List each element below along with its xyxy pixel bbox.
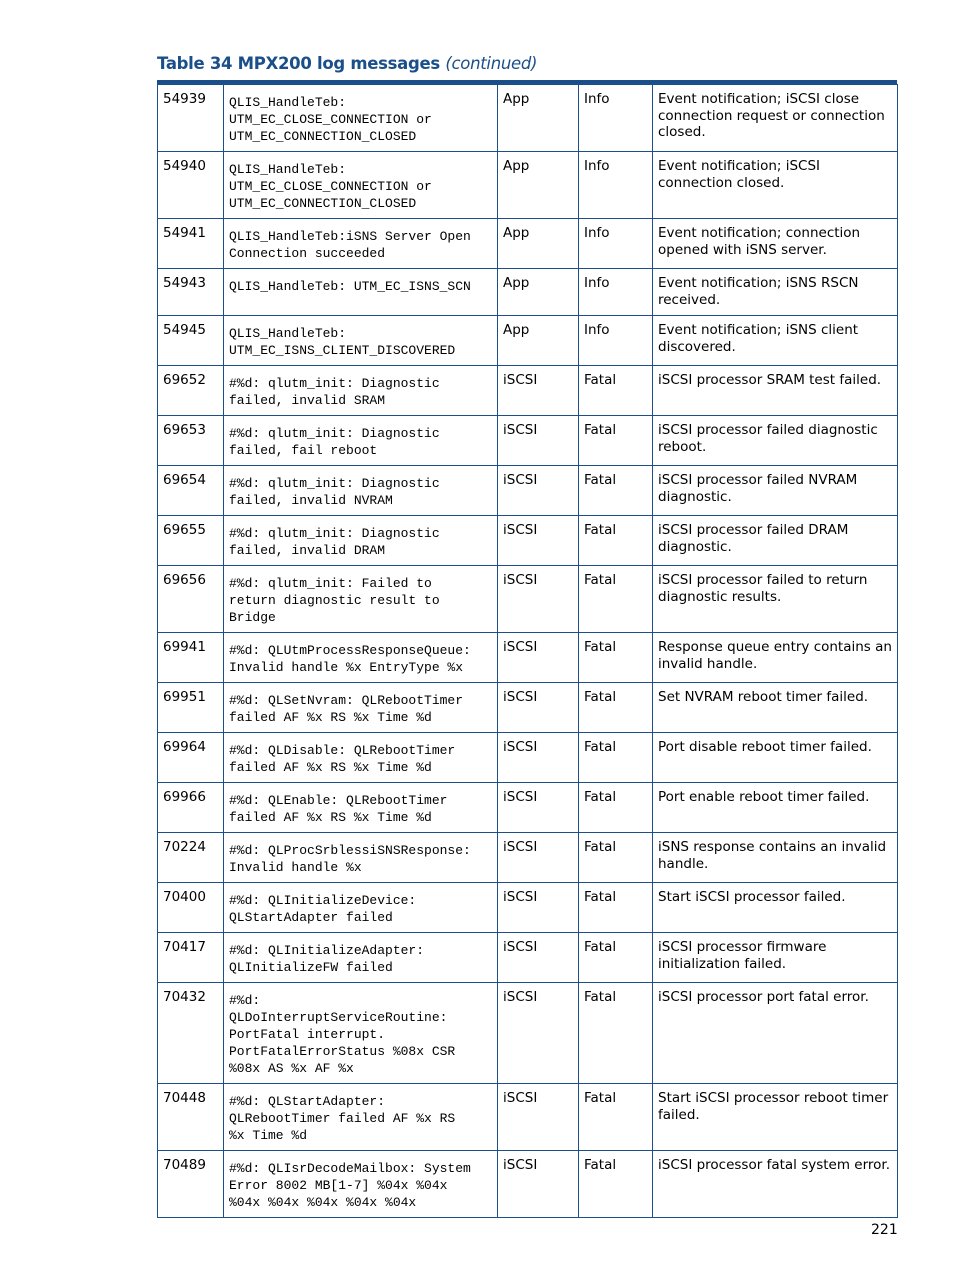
message-id-cell: 54940 [158,152,224,219]
page-number: 221 [871,1222,898,1238]
message-id-cell: 69652 [158,366,224,416]
description-cell: Event notification; connection opened with iSNS server. [653,219,898,269]
message-id-cell: 70448 [158,1084,224,1151]
table-row [158,733,898,783]
message-text-cell: #%d: QLUtmProcessResponseQueue: Invalid handle %x EntryType %x [224,633,498,683]
message-text-cell: #%d: QLDoInterruptServiceRoutine: PortFatal interrupt. PortFatalErrorStatus %08x CSR %08x AS %x AF %x [224,983,498,1084]
message-text-cell: #%d: qlutm_init: Failed to return diagnostic result to Bridge [224,566,498,633]
table-title: Table 34 MPX200 log messages [157,54,440,73]
message-text-cell: #%d: qlutm_init: Diagnostic failed, invalid NVRAM [224,466,498,516]
message-text-cell: QLIS_HandleTeb: UTM_EC_CLOSE_CONNECTION or UTM_EC_CONNECTION_CLOSED [224,85,498,152]
module-cell: iSCSI [498,833,579,883]
table-row [158,983,898,1084]
message-text-cell: #%d: QLSetNvram: QLRebootTimer failed AF %x RS %x Time %d [224,683,498,733]
message-text-cell: QLIS_HandleTeb:iSNS Server Open Connection succeeded [224,219,498,269]
table-row [158,833,898,883]
message-text-cell: #%d: QLDisable: QLRebootTimer failed AF %x RS %x Time %d [224,733,498,783]
description-cell: Port enable reboot timer failed. [653,783,898,833]
table-row [158,883,898,933]
table-row [158,269,898,316]
module-cell: iSCSI [498,933,579,983]
level-cell: Fatal [579,516,653,566]
message-id-cell: 70400 [158,883,224,933]
level-cell: Fatal [579,833,653,883]
table-row [158,416,898,466]
message-text-cell: #%d: QLProcSrblessiSNSResponse: Invalid handle %x [224,833,498,883]
module-cell: iSCSI [498,566,579,633]
module-cell: iSCSI [498,883,579,933]
level-cell: Fatal [579,983,653,1084]
description-cell: Event notification; iSNS client discovered. [653,316,898,366]
module-cell: iSCSI [498,516,579,566]
table-row [158,516,898,566]
message-id-cell: 54939 [158,85,224,152]
log-table-body [158,85,898,1218]
module-cell: App [498,269,579,316]
level-cell: Info [579,152,653,219]
description-cell: iSNS response contains an invalid handle. [653,833,898,883]
table-row [158,633,898,683]
module-cell: App [498,316,579,366]
module-cell: iSCSI [498,733,579,783]
message-id-cell: 70432 [158,983,224,1084]
description-cell: iSCSI processor failed diagnostic reboot. [653,416,898,466]
message-id-cell: 70417 [158,933,224,983]
level-cell: Fatal [579,783,653,833]
module-cell: iSCSI [498,416,579,466]
description-cell: Event notification; iSCSI connection closed. [653,152,898,219]
description-cell: Start iSCSI processor reboot timer failed. [653,1084,898,1151]
description-cell: iSCSI processor failed to return diagnostic results. [653,566,898,633]
level-cell: Info [579,269,653,316]
message-text-cell: QLIS_HandleTeb: UTM_EC_ISNS_CLIENT_DISCOVERED [224,316,498,366]
table-row [158,219,898,269]
level-cell: Info [579,85,653,152]
message-text-cell: QLIS_HandleTeb: UTM_EC_ISNS_SCN [224,269,498,316]
level-cell: Fatal [579,566,653,633]
message-id-cell: 54945 [158,316,224,366]
level-cell: Info [579,219,653,269]
log-messages-table [157,84,898,1218]
table-row [158,466,898,516]
level-cell: Fatal [579,633,653,683]
table-row [158,152,898,219]
level-cell: Fatal [579,733,653,783]
level-cell: Fatal [579,933,653,983]
level-cell: Fatal [579,683,653,733]
message-id-cell: 69964 [158,733,224,783]
description-cell: iSCSI processor firmware initialization failed. [653,933,898,983]
description-cell: iSCSI processor port fatal error. [653,983,898,1084]
message-id-cell: 69966 [158,783,224,833]
message-id-cell: 70489 [158,1151,224,1218]
table-row [158,85,898,152]
message-id-cell: 69653 [158,416,224,466]
table-row [158,1151,898,1218]
table-row [158,683,898,733]
message-text-cell: #%d: qlutm_init: Diagnostic failed, invalid DRAM [224,516,498,566]
level-cell: Fatal [579,1084,653,1151]
message-text-cell: #%d: QLInitializeAdapter: QLInitializeFW failed [224,933,498,983]
table-continued-note: (continued) [445,54,538,73]
message-id-cell: 69951 [158,683,224,733]
message-id-cell: 70224 [158,833,224,883]
level-cell: Fatal [579,366,653,416]
description-cell: Event notification; iSNS RSCN received. [653,269,898,316]
message-text-cell: #%d: qlutm_init: Diagnostic failed, fail reboot [224,416,498,466]
table-row [158,566,898,633]
table-row [158,783,898,833]
message-text-cell: #%d: QLEnable: QLRebootTimer failed AF %x RS %x Time %d [224,783,498,833]
module-cell: iSCSI [498,683,579,733]
message-text-cell: #%d: qlutm_init: Diagnostic failed, invalid SRAM [224,366,498,416]
module-cell: iSCSI [498,783,579,833]
message-id-cell: 69941 [158,633,224,683]
description-cell: Event notification; iSCSI close connection request or connection closed. [653,85,898,152]
level-cell: Info [579,316,653,366]
message-text-cell: #%d: QLIsrDecodeMailbox: System Error 8002 MB[1-7] %04x %04x %04x %04x %04x %04x %04x [224,1151,498,1218]
module-cell: iSCSI [498,1084,579,1151]
description-cell: Port disable reboot timer failed. [653,733,898,783]
table-row [158,366,898,416]
message-text-cell: #%d: QLStartAdapter: QLRebootTimer failed AF %x RS %x Time %d [224,1084,498,1151]
message-text-cell: QLIS_HandleTeb: UTM_EC_CLOSE_CONNECTION or UTM_EC_CONNECTION_CLOSED [224,152,498,219]
level-cell: Fatal [579,416,653,466]
table-row [158,1084,898,1151]
message-id-cell: 54941 [158,219,224,269]
module-cell: iSCSI [498,1151,579,1218]
message-id-cell: 69654 [158,466,224,516]
table-row [158,316,898,366]
message-id-cell: 69655 [158,516,224,566]
description-cell: Start iSCSI processor failed. [653,883,898,933]
module-cell: App [498,85,579,152]
module-cell: App [498,219,579,269]
module-cell: App [498,152,579,219]
description-cell: Set NVRAM reboot timer failed. [653,683,898,733]
description-cell: Response queue entry contains an invalid handle. [653,633,898,683]
table-row [158,933,898,983]
description-cell: iSCSI processor failed NVRAM diagnostic. [653,466,898,516]
module-cell: iSCSI [498,983,579,1084]
module-cell: iSCSI [498,633,579,683]
description-cell: iSCSI processor failed DRAM diagnostic. [653,516,898,566]
module-cell: iSCSI [498,466,579,516]
message-id-cell: 54943 [158,269,224,316]
description-cell: iSCSI processor SRAM test failed. [653,366,898,416]
message-text-cell: #%d: QLInitializeDevice: QLStartAdapter failed [224,883,498,933]
level-cell: Fatal [579,1151,653,1218]
level-cell: Fatal [579,466,653,516]
table-caption [157,54,537,73]
message-id-cell: 69656 [158,566,224,633]
module-cell: iSCSI [498,366,579,416]
level-cell: Fatal [579,883,653,933]
description-cell: iSCSI processor fatal system error. [653,1151,898,1218]
